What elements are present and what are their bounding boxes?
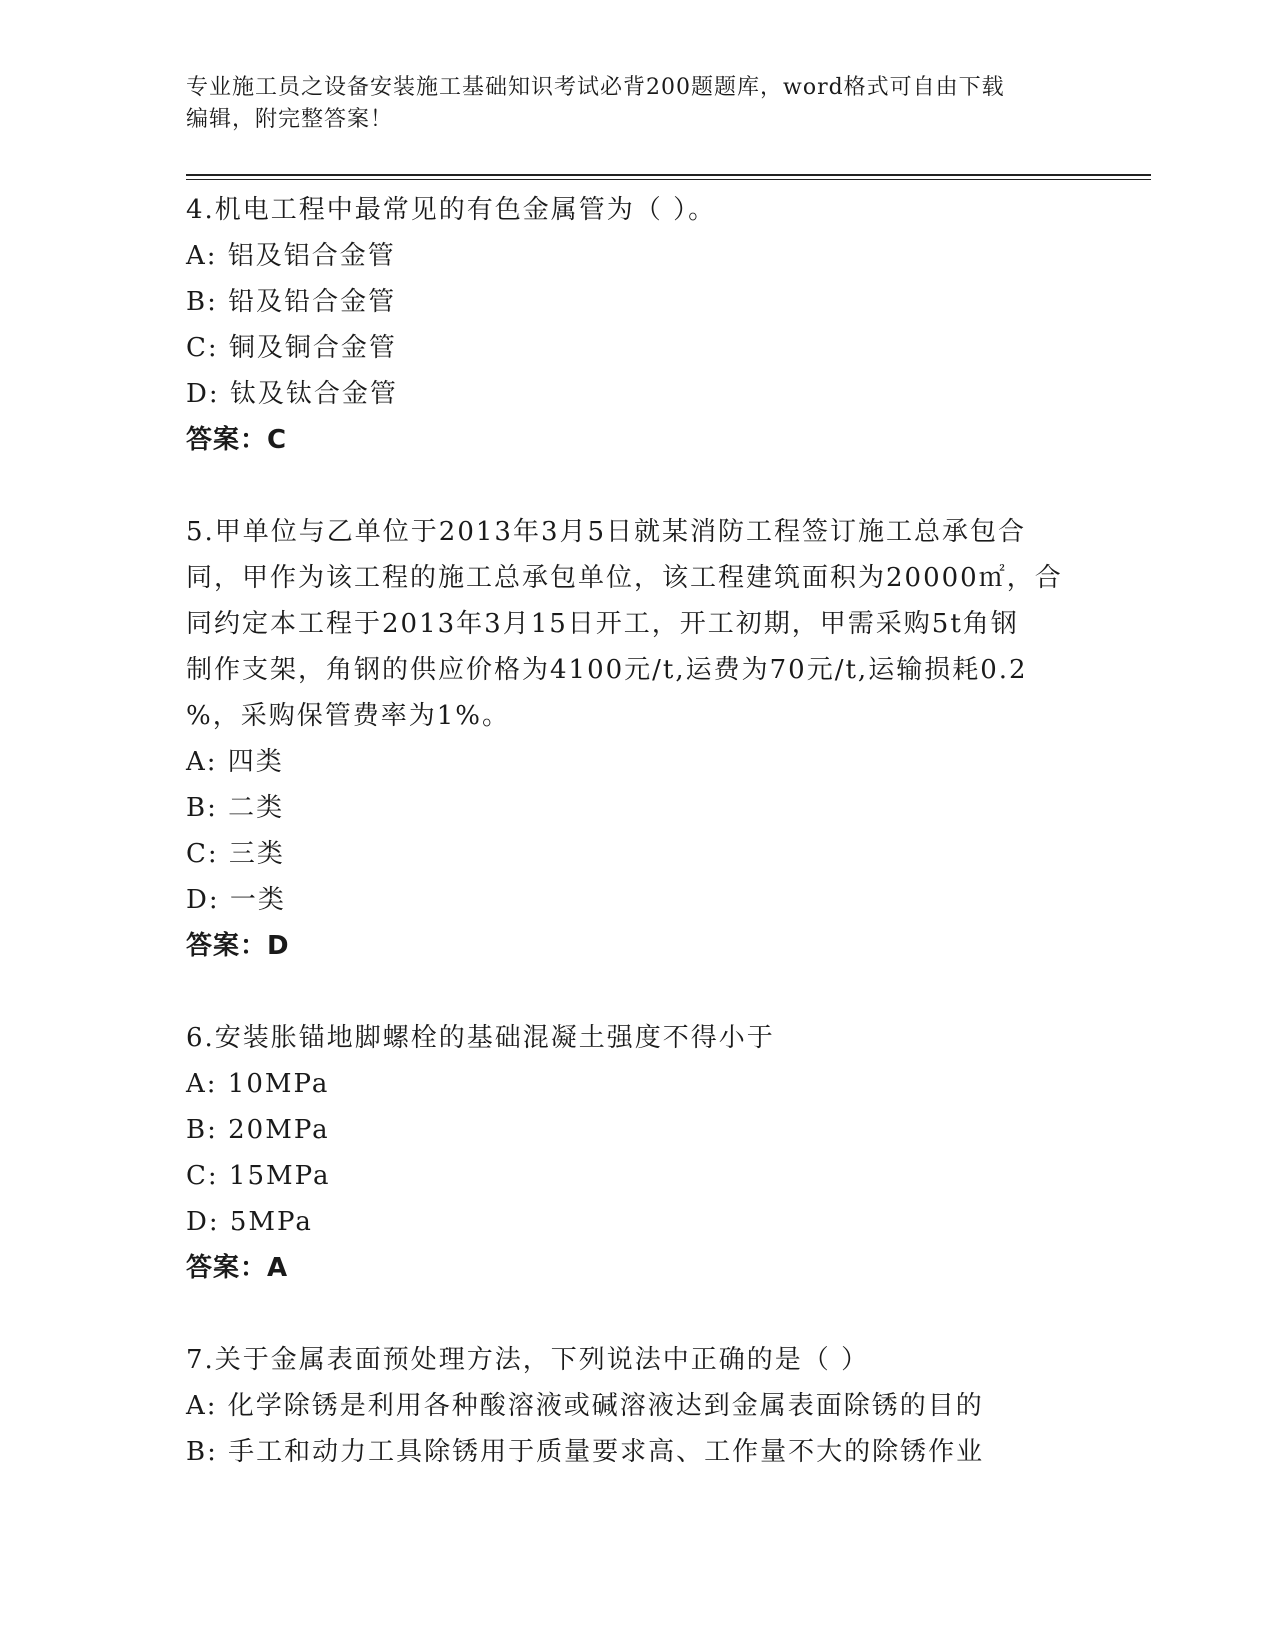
option-c: C: 铜及铜合金管 xyxy=(186,333,397,363)
header-rule-thin xyxy=(186,179,1151,180)
document-header xyxy=(186,72,1086,136)
option-b: B: 二类 xyxy=(186,793,285,823)
option-c: C: 15MPa xyxy=(186,1161,331,1191)
option-b: B: 铅及铅合金管 xyxy=(186,287,397,317)
question-text: 7.关于金属表面预处理方法，下列说法中正确的是（ ） xyxy=(186,1345,870,1375)
option-d: D: 钛及钛合金管 xyxy=(186,379,398,409)
option-a: A: 铝及铝合金管 xyxy=(186,241,396,271)
question-text: 6.安装胀锚地脚螺栓的基础混凝土强度不得小于 xyxy=(186,1023,775,1053)
question-4 xyxy=(186,187,1086,463)
question-text: 4.机电工程中最常见的有色金属管为（ ）。 xyxy=(186,195,717,225)
question-6 xyxy=(186,1015,1086,1291)
option-d: D: 5MPa xyxy=(186,1207,313,1237)
question-text-line-5: %，采购保管费率为1%。 xyxy=(186,701,510,731)
option-c: C: 三类 xyxy=(186,839,285,869)
header-line-2: 编辑，附完整答案！ xyxy=(186,107,394,132)
option-a: A: 化学除锈是利用各种酸溶液或碱溶液达到金属表面除锈的目的 xyxy=(186,1391,984,1421)
question-5 xyxy=(186,509,1086,969)
answer: 答案：C xyxy=(186,425,288,455)
question-text-line-4: 制作支架，角钢的供应价格为4100元/t,运费为70元/t,运输损耗0.2 xyxy=(186,655,1028,685)
option-a: A: 10MPa xyxy=(186,1069,330,1099)
option-b: B: 20MPa xyxy=(186,1115,330,1145)
question-7 xyxy=(186,1337,1086,1475)
option-d: D: 一类 xyxy=(186,885,286,915)
header-line-1: 专业施工员之设备安装施工基础知识考试必背200题题库，word格式可自由下载 xyxy=(186,75,1005,100)
question-list xyxy=(186,187,1086,1475)
question-text-line-2: 同，甲作为该工程的施工总承包单位，该工程建筑面积为20000㎡，合 xyxy=(186,563,1063,593)
option-a: A: 四类 xyxy=(186,747,284,777)
option-b: B: 手工和动力工具除锈用于质量要求高、工作量不大的除锈作业 xyxy=(186,1437,985,1467)
question-text-line-3: 同约定本工程于2013年3月15日开工，开工初期，甲需采购5t角钢 xyxy=(186,609,1019,639)
answer: 答案：D xyxy=(186,931,290,961)
header-rule-thick xyxy=(186,174,1151,176)
answer: 答案：A xyxy=(186,1253,289,1283)
question-text-line-1: 5.甲单位与乙单位于2013年3月5日就某消防工程签订施工总承包合 xyxy=(186,517,1027,547)
